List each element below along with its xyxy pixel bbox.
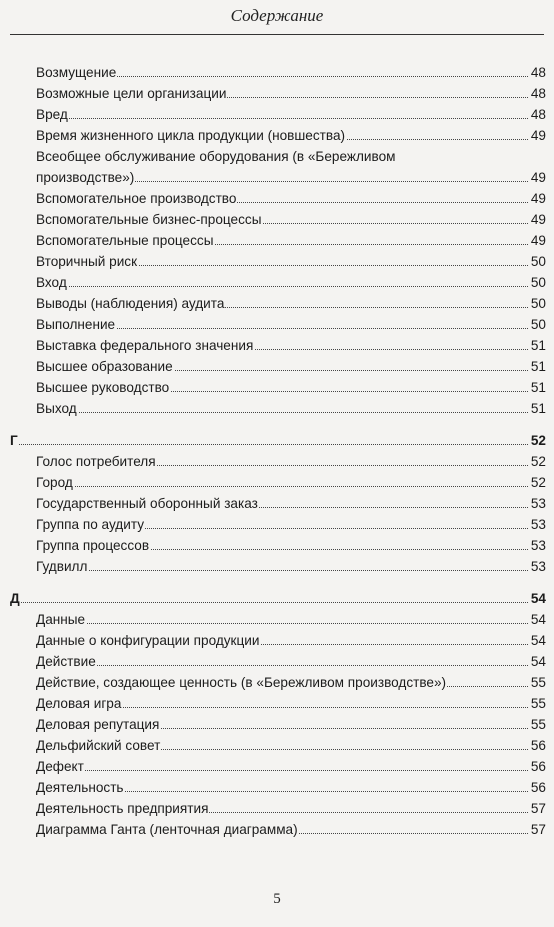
toc-entry-page: 56: [529, 777, 546, 798]
toc-entry: [0, 251, 554, 272]
toc-entry-label: Выставка федерального значения: [36, 335, 254, 356]
toc-entry-page: 55: [529, 672, 546, 693]
toc-entry: [0, 377, 554, 398]
toc-entry-page: 55: [529, 693, 546, 714]
toc-entry-label: Действие: [36, 651, 97, 672]
toc-entry-label: Дельфийский совет: [36, 735, 161, 756]
toc-entry-label: Вход: [36, 272, 68, 293]
toc-entry-label: Деятельность предприятия: [36, 798, 209, 819]
toc-entry: [0, 630, 554, 651]
toc-entry: [0, 314, 554, 335]
toc-entry: [0, 272, 554, 293]
toc-entry-page: 48: [529, 104, 546, 125]
toc-entry: [0, 714, 554, 735]
toc-entry-label-line1: Всеобщее обслуживание оборудования (в «Бережливом: [36, 146, 396, 167]
toc-entry-page: 49: [529, 209, 546, 230]
toc-letter-heading: [0, 588, 554, 609]
toc-entry: [0, 398, 554, 419]
toc-entry-page: 53: [529, 556, 546, 577]
toc-entry-label: Вспомогательные бизнес-процессы: [36, 209, 262, 230]
toc-entry: [0, 472, 554, 493]
toc-entry: [0, 514, 554, 535]
toc-entry: [0, 819, 554, 840]
toc-entry-page: 52: [529, 472, 546, 493]
toc-entry-label: Время жизненного цикла продукции (новшества): [36, 125, 346, 146]
toc-entry-page: 53: [529, 535, 546, 556]
toc-entry: [0, 493, 554, 514]
toc-entry-page: 55: [529, 714, 546, 735]
toc-entry-label: Выполнение: [36, 314, 116, 335]
toc-entry-page: 49: [529, 125, 546, 146]
toc-entry-page: 57: [529, 819, 546, 840]
toc-entry: [0, 609, 554, 630]
toc-entry: [0, 335, 554, 356]
toc-entry-label: Вторичный риск: [36, 251, 138, 272]
toc-entry-page: 54: [529, 609, 546, 630]
toc-letter-heading: [0, 430, 554, 451]
toc-entry-label: Государственный оборонный заказ: [36, 493, 259, 514]
toc-entry: [0, 756, 554, 777]
toc-entry-label: Действие, создающее ценность (в «Бережливом производстве»): [36, 672, 447, 693]
toc-entry-label: Голос потребителя: [36, 451, 157, 472]
toc-entry-label: Деятельность: [36, 777, 125, 798]
toc-entry: [0, 209, 554, 230]
toc-entry-page: 51: [529, 377, 546, 398]
toc-entry-label: Вред: [36, 104, 69, 125]
header-rule: [10, 34, 544, 35]
toc-entry-page: 54: [529, 630, 546, 651]
toc-entry-page: 49: [529, 230, 546, 251]
toc-entry-label: Возможные цели организации: [36, 83, 227, 104]
toc-entry-label: Деловая игра: [36, 693, 122, 714]
toc-entry-label: Вспомогательное производство: [36, 188, 237, 209]
toc-entry: [0, 356, 554, 377]
toc-entry-label: Диаграмма Ганта (ленточная диаграмма): [36, 819, 299, 840]
toc-entry: [0, 735, 554, 756]
toc-entry-page: 51: [529, 398, 546, 419]
toc-entry-page: 53: [529, 493, 546, 514]
toc-entry-label: Гудвилл: [36, 556, 88, 577]
toc-entry-page: 53: [529, 514, 546, 535]
toc-entry-page: 49: [529, 188, 546, 209]
page-header: Содержание: [230, 6, 324, 25]
toc-entry-page: 50: [529, 272, 546, 293]
toc-entry-label: Вспомогательные процессы: [36, 230, 214, 251]
toc-entry: [0, 293, 554, 314]
page-number: 5: [273, 891, 281, 907]
toc-letter-page: 52: [529, 430, 546, 451]
toc-entry-label: Деловая репутация: [36, 714, 160, 735]
toc-letter-label: Д: [10, 588, 21, 609]
toc-entry: [0, 693, 554, 714]
toc-entry-page: 49: [529, 167, 546, 188]
toc-entry: [0, 125, 554, 146]
toc-entry-page: 48: [529, 83, 546, 104]
toc-entry: [0, 230, 554, 251]
toc-entry: [0, 62, 554, 83]
toc-entry-page: 56: [529, 735, 546, 756]
toc-entry: [0, 535, 554, 556]
toc-entry-page: 50: [529, 293, 546, 314]
toc-letter-page: 54: [529, 588, 546, 609]
toc-entry: [0, 777, 554, 798]
toc-entry-page: 51: [529, 335, 546, 356]
toc-entry-label: Выводы (наблюдения) аудита: [36, 293, 225, 314]
toc-entry-page: 50: [529, 251, 546, 272]
toc-entry-label: Выход: [36, 398, 78, 419]
toc-entry: [0, 651, 554, 672]
table-of-contents: [0, 62, 554, 840]
toc-entry-page: 51: [529, 356, 546, 377]
toc-entry-label: Данные о конфигурации продукции: [36, 630, 260, 651]
toc-entry-page: 52: [529, 451, 546, 472]
toc-entry-page: 57: [529, 798, 546, 819]
toc-entry-label: Дефект: [36, 756, 85, 777]
toc-entry-label: производстве»): [36, 167, 135, 188]
toc-entry-page: 56: [529, 756, 546, 777]
toc-entry-line1: [0, 146, 554, 167]
toc-entry-label: Высшее образование: [36, 356, 174, 377]
toc-entry: [0, 556, 554, 577]
toc-entry-label: Группа по аудиту: [36, 514, 145, 535]
toc-entry-page: 50: [529, 314, 546, 335]
toc-entry-label: Данные: [36, 609, 86, 630]
toc-entry: [0, 83, 554, 104]
toc-entry-label: Город: [36, 472, 74, 493]
toc-entry: [0, 104, 554, 125]
toc-entry-label: Возмущение: [36, 62, 117, 83]
toc-entry: [0, 167, 554, 188]
toc-entry-label: Группа процессов: [36, 535, 150, 556]
toc-entry-label: Высшее руководство: [36, 377, 170, 398]
toc-entry: [0, 672, 554, 693]
toc-entry: [0, 798, 554, 819]
toc-entry-page: 48: [529, 62, 546, 83]
toc-entry-page: 54: [529, 651, 546, 672]
toc-letter-label: Г: [10, 430, 19, 451]
toc-entry: [0, 451, 554, 472]
toc-entry: [0, 188, 554, 209]
